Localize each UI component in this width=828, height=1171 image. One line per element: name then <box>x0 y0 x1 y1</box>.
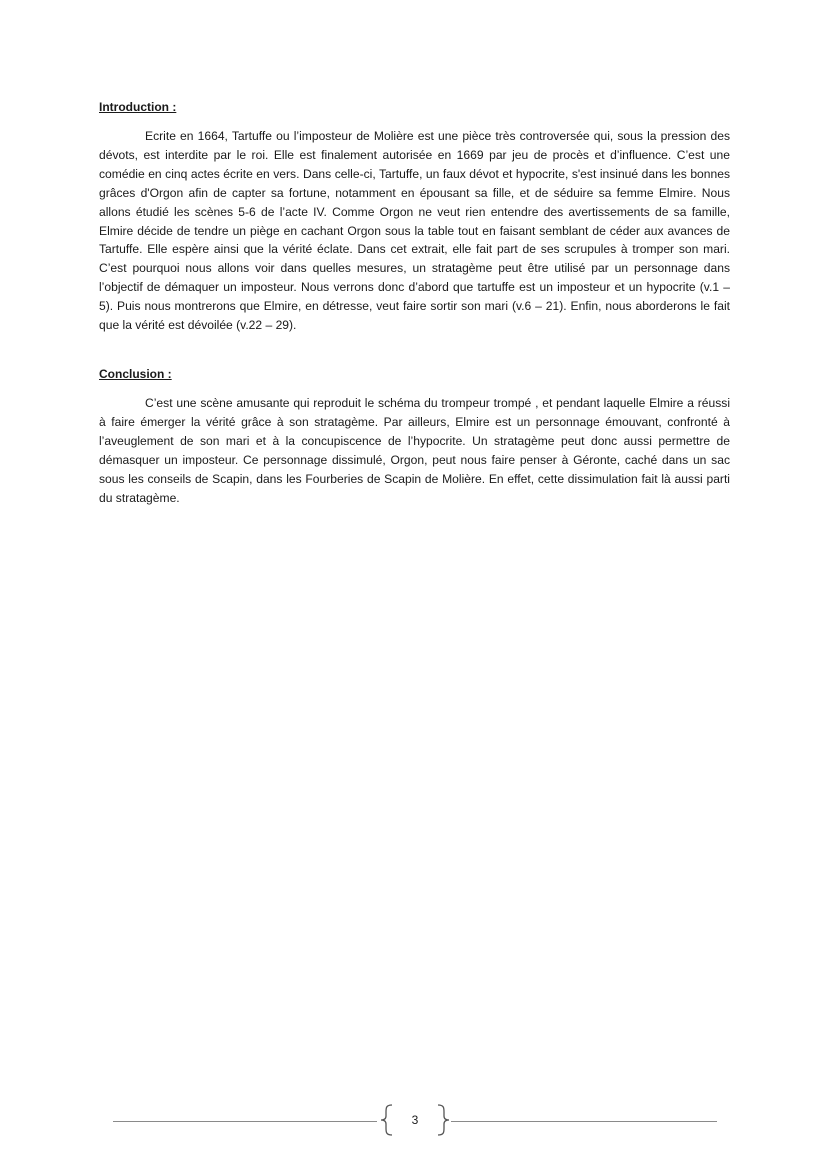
conclusion-paragraph: C’est une scène amusante qui reproduit le schéma du trompeur trompé , et pendant laquelle Elmire a réussi à faire émerger la vérité grâce à son stratagème. Par ailleurs, Elmire est un personnage émouvant, confronté à l’aveuglement de son mari et à la concupiscence de l’hypocrite. Un stratagème peut donc aussi permettre de démasquer un imposteur. Ce personnage dissimulé, Orgon, peut nous faire penser à Géronte, caché dans un sac sous les conseils de Scapin, dans les Fourberies de Scapin de Molière. En effet, cette dissimulation fait là aussi parti du stratagème. <box>99 395 730 505</box>
page-number: 3 <box>411 1113 419 1127</box>
footer-rule-left <box>113 1121 377 1122</box>
introduction-paragraph: Ecrite en 1664, Tartuffe ou l’imposteur de Molière est une pièce très controversée qui, sous la pression des dévots, est interdite par le roi. Elle est finalement autorisée en 1669 par jeu de procès et d’influence. C’est une comédie en cinq actes écrite en vers. Dans celle-ci, Tartuffe, un faux dévot et hypocrite, s'est insinué dans les bonnes grâces d'Orgon afin de capter sa fortune, notamment en épousant sa fille, et de séduire sa femme Elmire. Nous allons étudié les scènes 5-6 de l’acte IV. Comme Orgon ne veut rien entendre des avertissements de sa famille, Elmire décide de tendre un piège en cachant Orgon sous la table tout en faisant semblant de céder aux avances de Tartuffe. Elle espère ainsi que la vérité éclate. Dans cet extrait, elle fait part de ses scrupules à tromper son mari. C’est pourquoi nous allons voir dans quelles mesures, un stratagème peut être utilisé par un personnage dans l’objectif de démaquer un imposteur. Nous verrons donc d’abord que tartuffe est un imposteur et un hypocrite (v.1 – 5). Puis nous montrerons que Elmire, en détresse, veut faire sortir son mari (v.6 – 21). Enfin, nous aborderons le fait que la vérité est dévoilée (v.22 – 29). <box>99 129 730 333</box>
right-brace-icon <box>435 1104 451 1136</box>
conclusion-section <box>99 365 730 507</box>
page-content <box>99 98 730 507</box>
introduction-heading: Introduction : <box>99 100 177 114</box>
page-footer <box>113 1104 717 1136</box>
conclusion-heading: Conclusion : <box>99 366 172 381</box>
left-brace-icon <box>379 1104 395 1136</box>
footer-rule-right <box>451 1121 717 1122</box>
introduction-section <box>99 98 730 335</box>
